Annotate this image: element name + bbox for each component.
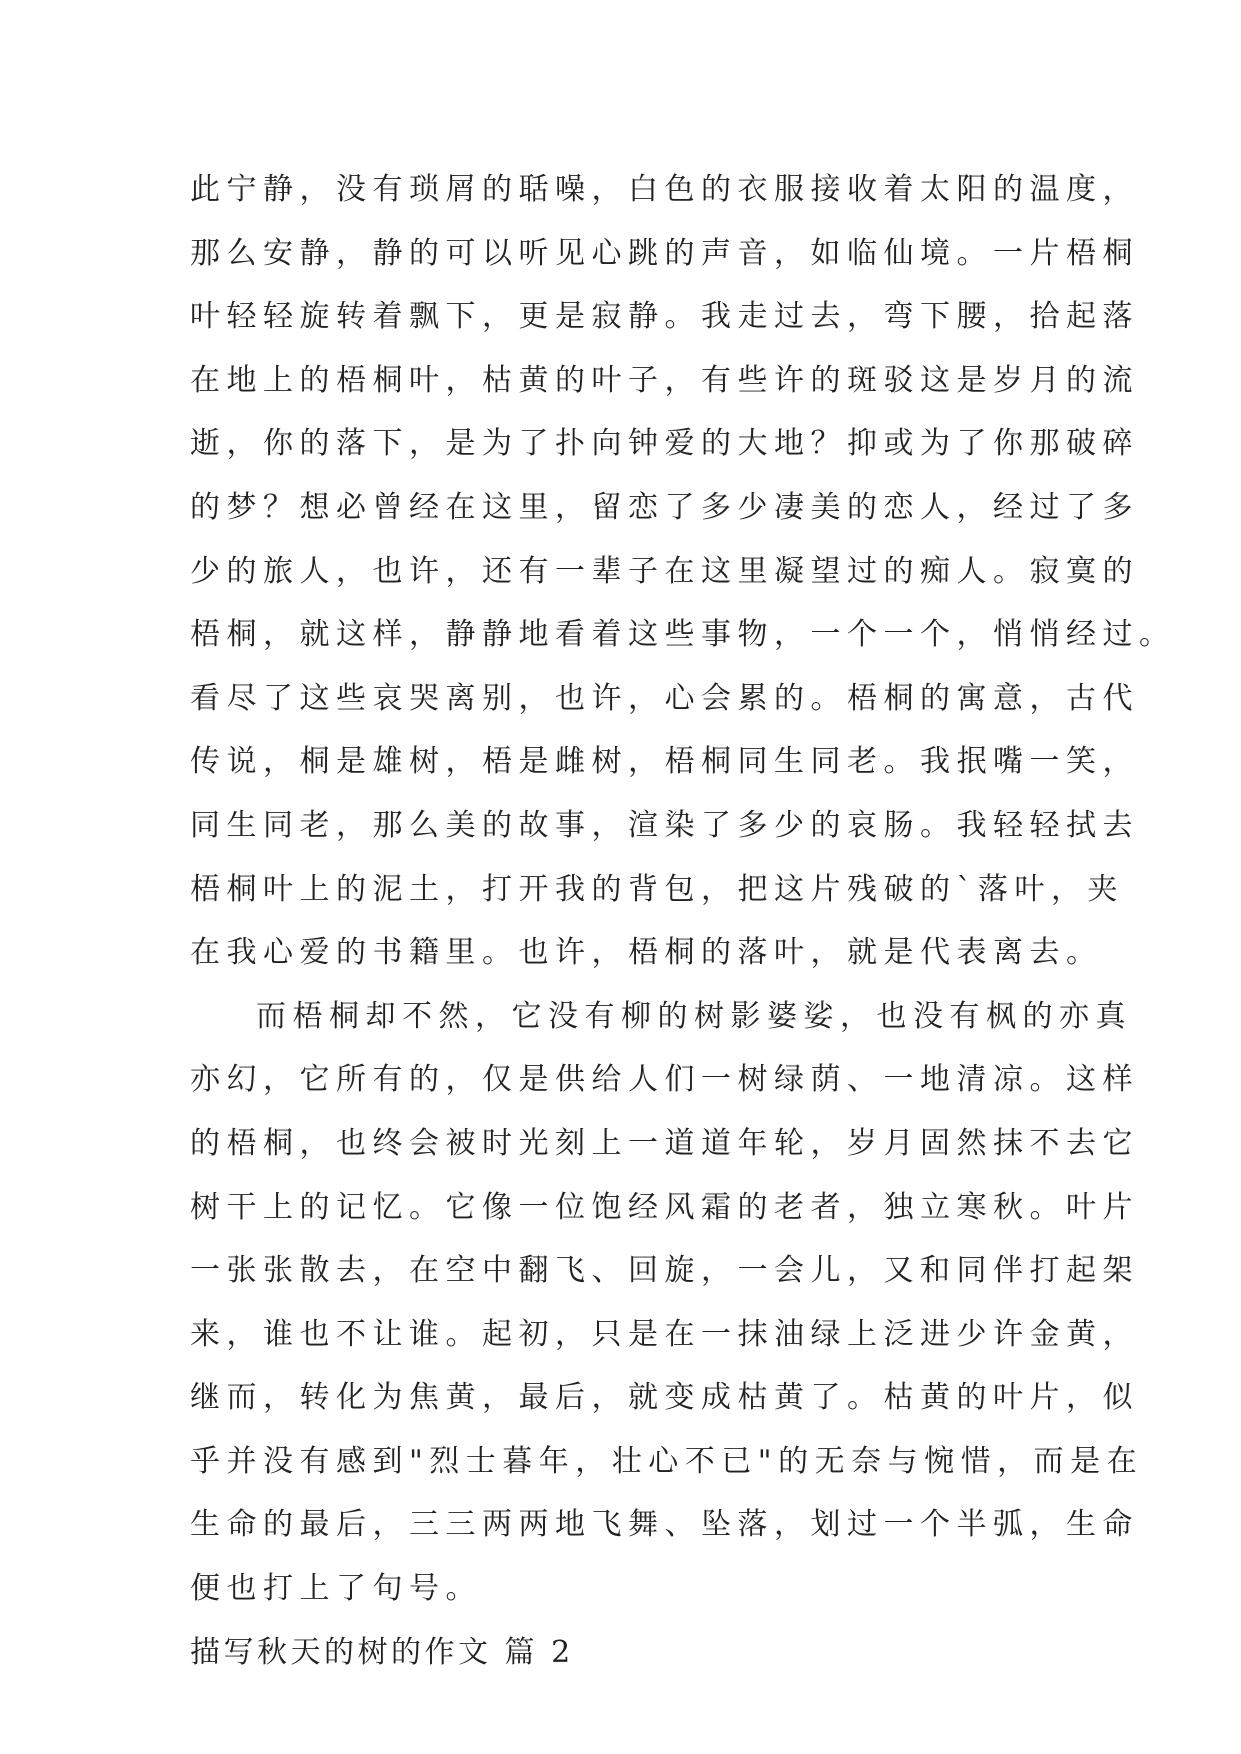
text-line: 在我心爱的书籍里。也许，梧桐的落叶，就是代表离去。 [190, 935, 1103, 971]
text-line: 梧桐，就这样，静静地看着这些事物，一个一个，悄悄经过。 [190, 617, 1176, 653]
paragraph-1 [190, 158, 1176, 985]
text-line: 同生同老，那么美的故事，渲染了多少的哀肠。我轻轻拭去 [190, 807, 1139, 843]
paragraph-2 [190, 985, 1144, 1621]
text-line: 的梦？想必曾经在这里，留恋了多少凄美的恋人，经过了多 [190, 489, 1139, 525]
text-line: 亦幻，它所有的，仅是供给人们一树绿荫、一地清凉。这样 [190, 1062, 1139, 1098]
text-line: 继而，转化为焦黄，最后，就变成枯黄了。枯黄的叶片，似 [190, 1380, 1139, 1416]
text-line: 的梧桐，也终会被时光刻上一道道年轮，岁月固然抹不去它 [190, 1125, 1139, 1161]
text-line: 在地上的梧桐叶，枯黄的叶子，有些许的斑驳这是岁月的流 [190, 362, 1139, 398]
text-line: 而梧桐却不然，它没有柳的树影婆娑，也没有枫的亦真 [256, 998, 1132, 1034]
text-line: 乎并没有感到"烈士暮年，壮心不已"的无奈与惋惜，而是在 [190, 1443, 1144, 1479]
text-line: 看尽了这些哀哭离别，也许，心会累的。梧桐的寓意，古代 [190, 680, 1139, 716]
text-line: 叶轻轻旋转着飘下，更是寂静。我走过去，弯下腰，拾起落 [190, 299, 1139, 335]
text-line: 少的旅人，也许，还有一辈子在这里凝望过的痴人。寂寞的 [190, 553, 1139, 589]
text-line: 一张张散去，在空中翻飞、回旋，一会儿，又和同伴打起架 [190, 1253, 1139, 1289]
text-line: 便也打上了句号。 [190, 1571, 482, 1607]
text-line: 生命的最后，三三两两地飞舞、坠落，划过一个半弧，生命 [190, 1507, 1139, 1543]
text-line: 此宁静，没有琐屑的聒噪，白色的衣服接收着太阳的温度， [190, 172, 1139, 207]
section-heading: 描写秋天的树的作文 篇 2 [190, 1634, 574, 1670]
text-line: 树干上的记忆。它像一位饱经风霜的老者，独立寒秋。叶片 [190, 1189, 1139, 1225]
essay-body [190, 158, 1176, 1684]
text-line: 传说，桐是雄树，梧是雌树，梧桐同生同老。我抿嘴一笑， [190, 744, 1139, 780]
text-line: 来，谁也不让谁。起初，只是在一抹油绿上泛进少许金黄， [190, 1316, 1139, 1352]
text-line: 逝，你的落下，是为了扑向钟爱的大地？抑或为了你那破碎 [190, 426, 1139, 462]
text-line: 那么安静，静的可以听见心跳的声音，如临仙境。一片梧桐 [190, 235, 1139, 271]
text-line: 梧桐叶上的泥土，打开我的背包，把这片残破的`落叶，夹 [190, 871, 1124, 907]
